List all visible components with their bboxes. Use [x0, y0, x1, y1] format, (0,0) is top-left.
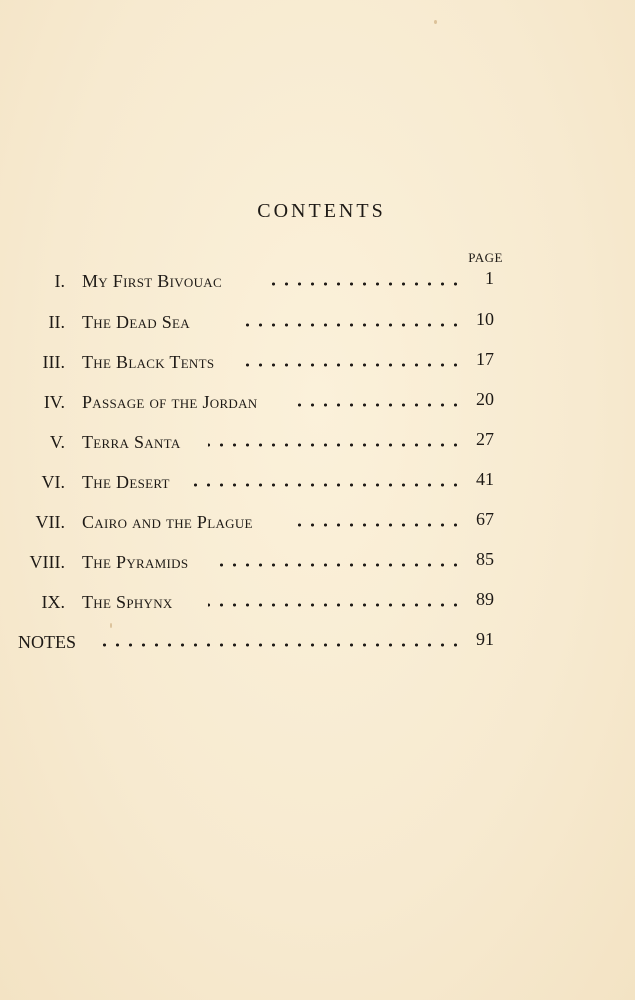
chapter-numeral: I. [54, 271, 65, 291]
toc-entry [0, 429, 635, 455]
page-column-label: PAGE [468, 250, 503, 265]
chapter-title: Terra Santa [82, 432, 181, 452]
paper-speck [434, 20, 437, 24]
leader-dots [296, 509, 462, 535]
chapter-title: The Sphynx [82, 592, 173, 612]
chapter-title: The Pyramids [82, 552, 189, 572]
chapter-numeral: II. [48, 312, 65, 332]
chapter-numeral: VII. [35, 512, 65, 532]
page-number: 27 [476, 429, 494, 449]
leader-dots [242, 349, 462, 375]
toc-entry [0, 509, 635, 535]
toc-entry [0, 268, 635, 294]
chapter-numeral: V. [49, 432, 65, 452]
chapter-numeral: VIII. [29, 552, 65, 572]
leader-dots [210, 549, 462, 575]
leader-dots [100, 629, 462, 655]
toc-entry [0, 349, 635, 375]
leader-dots [294, 389, 462, 415]
chapter-numeral: IV. [43, 392, 65, 412]
page-number: 89 [476, 589, 494, 609]
toc-entry [0, 549, 635, 575]
page-number: 17 [476, 349, 494, 369]
page-number: 1 [485, 268, 494, 288]
chapter-numeral: IX. [41, 592, 65, 612]
chapter-numeral: III. [42, 352, 65, 372]
chapter-title: Passage of the Jordan [82, 392, 258, 412]
toc-entry-notes [0, 629, 635, 655]
page-number: 10 [476, 309, 494, 329]
leader-dots [208, 429, 462, 455]
toc-entry [0, 309, 635, 335]
paper-speck [110, 623, 112, 628]
chapter-title: The Desert [82, 472, 170, 492]
chapter-title: My First Bivouac [82, 271, 222, 291]
toc-entry [0, 389, 635, 415]
page-number: 91 [476, 629, 494, 649]
leader-dots [190, 469, 462, 495]
chapter-title: The Dead Sea [82, 312, 190, 332]
page-number: 67 [476, 509, 494, 529]
page-number: 20 [476, 389, 494, 409]
leader-dots [262, 268, 462, 294]
toc-entry [0, 589, 635, 615]
notes-title: NOTES [18, 632, 76, 652]
chapter-title: Cairo and the Plague [82, 512, 253, 532]
toc-entry [0, 469, 635, 495]
leader-dots [236, 309, 462, 335]
chapter-title: The Black Tents [82, 352, 215, 372]
leader-dots [208, 589, 462, 615]
page-number: 41 [476, 469, 494, 489]
contents-heading: CONTENTS [257, 200, 386, 222]
chapter-numeral: VI. [41, 472, 65, 492]
page-number: 85 [476, 549, 494, 569]
